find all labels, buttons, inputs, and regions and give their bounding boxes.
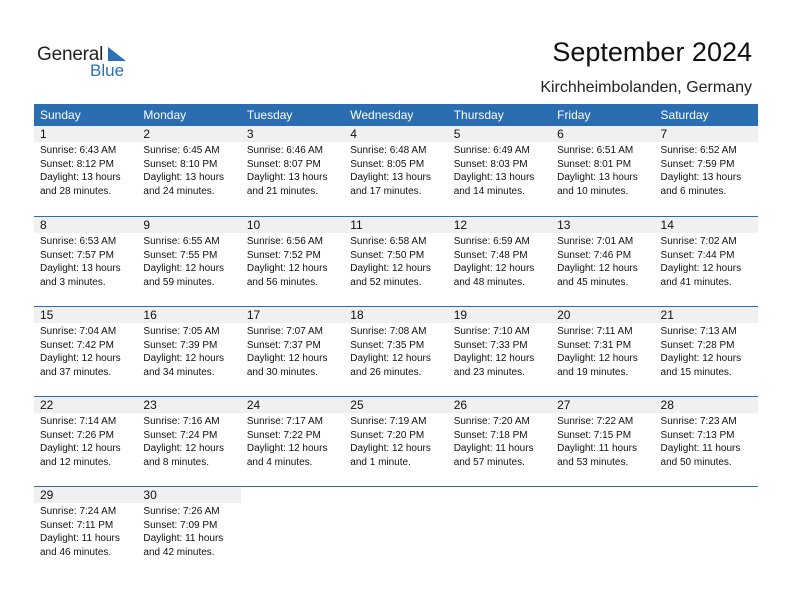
sunrise-text: Sunrise: 7:05 AM bbox=[143, 326, 220, 337]
sunset-text: Sunset: 7:13 PM bbox=[660, 429, 735, 441]
daylight-minutes-text: and 26 minutes. bbox=[350, 366, 422, 378]
daylight-minutes-text: and 15 minutes. bbox=[660, 366, 732, 378]
sunrise-text: Sunrise: 6:51 AM bbox=[557, 145, 634, 156]
daylight-minutes-text: and 3 minutes. bbox=[40, 276, 106, 288]
day-sun-info bbox=[655, 413, 758, 469]
day-cell bbox=[344, 126, 447, 216]
daylight-minutes-text: and 23 minutes. bbox=[453, 366, 525, 378]
day-sun-info bbox=[137, 142, 240, 198]
calendar-week bbox=[34, 306, 758, 396]
daylight-minutes-text: and 24 minutes. bbox=[143, 185, 215, 197]
calendar-week bbox=[34, 126, 758, 216]
sunrise-text: Sunrise: 6:56 AM bbox=[246, 236, 323, 247]
sunset-text: Sunset: 7:42 PM bbox=[40, 339, 114, 351]
sunset-text: Sunset: 8:12 PM bbox=[40, 158, 114, 170]
day-number: 5 bbox=[448, 126, 551, 142]
day-cell bbox=[448, 217, 551, 306]
day-sun-info bbox=[137, 323, 240, 379]
day-cell bbox=[34, 217, 137, 306]
day-number bbox=[655, 487, 758, 503]
daylight-hours-text: Daylight: 11 hours bbox=[143, 533, 224, 544]
day-sun-info bbox=[655, 233, 758, 289]
empty-day-cell bbox=[551, 487, 654, 576]
daylight-minutes-text: and 46 minutes. bbox=[40, 546, 112, 558]
day-number: 30 bbox=[137, 487, 240, 503]
sunset-text: Sunset: 7:48 PM bbox=[453, 249, 528, 261]
daylight-hours-text: Daylight: 12 hours bbox=[246, 353, 328, 364]
sunrise-text: Sunrise: 6:48 AM bbox=[350, 145, 427, 156]
day-cell bbox=[34, 397, 137, 486]
daylight-minutes-text: and 1 minute. bbox=[350, 456, 411, 468]
sunrise-text: Sunrise: 7:10 AM bbox=[453, 326, 530, 337]
daylight-hours-text: Daylight: 13 hours bbox=[143, 172, 225, 183]
sunset-text: Sunset: 7:28 PM bbox=[660, 339, 735, 351]
weekday-saturday: Saturday bbox=[660, 108, 709, 122]
day-sun-info bbox=[448, 142, 551, 198]
sunset-text: Sunset: 7:59 PM bbox=[660, 158, 735, 170]
daylight-hours-text: Daylight: 12 hours bbox=[557, 353, 638, 364]
sunrise-text: Sunrise: 7:16 AM bbox=[143, 416, 220, 427]
logo bbox=[37, 44, 137, 80]
sunrise-text: Sunrise: 7:07 AM bbox=[246, 326, 323, 337]
sunset-text: Sunset: 7:26 PM bbox=[40, 429, 114, 441]
empty-day-cell bbox=[448, 487, 551, 576]
sunset-text: Sunset: 7:57 PM bbox=[40, 249, 114, 261]
calendar-week bbox=[34, 396, 758, 486]
daylight-hours-text: Daylight: 13 hours bbox=[453, 172, 535, 183]
day-number bbox=[551, 487, 654, 503]
sunset-text: Sunset: 8:07 PM bbox=[246, 158, 321, 170]
sunrise-text: Sunrise: 6:52 AM bbox=[660, 145, 737, 156]
daylight-hours-text: Daylight: 12 hours bbox=[453, 353, 535, 364]
daylight-minutes-text: and 28 minutes. bbox=[40, 185, 112, 197]
daylight-hours-text: Daylight: 12 hours bbox=[143, 263, 225, 274]
sunrise-text: Sunrise: 7:22 AM bbox=[557, 416, 634, 427]
day-cell bbox=[344, 307, 447, 396]
day-sun-info bbox=[137, 413, 240, 469]
day-cell bbox=[448, 307, 551, 396]
day-cell bbox=[551, 397, 654, 486]
sunrise-text: Sunrise: 6:49 AM bbox=[453, 145, 530, 156]
weekday-sunday: Sunday bbox=[40, 108, 81, 122]
daylight-hours-text: Daylight: 11 hours bbox=[40, 533, 120, 544]
sunset-text: Sunset: 7:22 PM bbox=[246, 429, 321, 441]
day-sun-info bbox=[551, 413, 654, 469]
daylight-hours-text: Daylight: 13 hours bbox=[350, 172, 431, 183]
day-sun-info bbox=[344, 413, 447, 469]
day-number: 15 bbox=[34, 307, 137, 323]
daylight-minutes-text: and 50 minutes. bbox=[660, 456, 732, 468]
calendar-week bbox=[34, 216, 758, 306]
sunset-text: Sunset: 7:11 PM bbox=[40, 519, 114, 531]
sunset-text: Sunset: 8:01 PM bbox=[557, 158, 632, 170]
day-cell bbox=[137, 217, 240, 306]
sunset-text: Sunset: 7:50 PM bbox=[350, 249, 425, 261]
calendar-week bbox=[34, 486, 758, 576]
daylight-minutes-text: and 17 minutes. bbox=[350, 185, 422, 197]
weekday-friday: Friday bbox=[557, 108, 591, 122]
day-cell bbox=[137, 307, 240, 396]
sunset-text: Sunset: 7:46 PM bbox=[557, 249, 632, 261]
day-cell bbox=[241, 126, 344, 216]
location-subtitle: Kirchheimbolanden, Germany bbox=[540, 79, 752, 96]
daylight-hours-text: Daylight: 12 hours bbox=[246, 443, 328, 454]
sunset-text: Sunset: 7:15 PM bbox=[557, 429, 632, 441]
sunrise-text: Sunrise: 7:24 AM bbox=[40, 506, 117, 517]
weekday-header bbox=[34, 104, 758, 126]
daylight-minutes-text: and 30 minutes. bbox=[246, 366, 319, 378]
empty-day-cell bbox=[344, 487, 447, 576]
daylight-minutes-text: and 48 minutes. bbox=[453, 276, 525, 288]
daylight-minutes-text: and 4 minutes. bbox=[246, 456, 313, 468]
day-number: 25 bbox=[344, 397, 447, 413]
day-sun-info bbox=[344, 233, 447, 289]
daylight-minutes-text: and 52 minutes. bbox=[350, 276, 422, 288]
day-sun-info bbox=[344, 323, 447, 379]
day-cell bbox=[137, 487, 240, 576]
sunset-text: Sunset: 8:10 PM bbox=[143, 158, 218, 170]
day-number: 14 bbox=[655, 217, 758, 233]
daylight-hours-text: Daylight: 12 hours bbox=[143, 443, 225, 454]
day-cell bbox=[34, 126, 137, 216]
day-number bbox=[344, 487, 447, 503]
sunrise-text: Sunrise: 7:19 AM bbox=[350, 416, 427, 427]
daylight-hours-text: Daylight: 11 hours bbox=[557, 443, 637, 454]
sunset-text: Sunset: 8:03 PM bbox=[453, 158, 528, 170]
day-cell bbox=[344, 397, 447, 486]
day-cell bbox=[655, 126, 758, 216]
day-number bbox=[448, 487, 551, 503]
daylight-hours-text: Daylight: 12 hours bbox=[660, 263, 742, 274]
day-number bbox=[241, 487, 344, 503]
daylight-hours-text: Daylight: 13 hours bbox=[40, 172, 121, 183]
sunset-text: Sunset: 7:39 PM bbox=[143, 339, 218, 351]
day-number: 16 bbox=[137, 307, 240, 323]
sunrise-text: Sunrise: 7:04 AM bbox=[40, 326, 117, 337]
daylight-hours-text: Daylight: 12 hours bbox=[246, 263, 328, 274]
sunrise-text: Sunrise: 6:43 AM bbox=[40, 145, 117, 156]
sunrise-text: Sunrise: 6:58 AM bbox=[350, 236, 427, 247]
day-number: 9 bbox=[137, 217, 240, 233]
day-sun-info bbox=[344, 142, 447, 198]
sunset-text: Sunset: 8:05 PM bbox=[350, 158, 425, 170]
calendar bbox=[34, 104, 758, 576]
day-number: 7 bbox=[655, 126, 758, 142]
empty-day-cell bbox=[241, 487, 344, 576]
day-number: 6 bbox=[551, 126, 654, 142]
day-number: 4 bbox=[344, 126, 447, 142]
daylight-hours-text: Daylight: 13 hours bbox=[660, 172, 742, 183]
day-sun-info bbox=[448, 323, 551, 379]
sunrise-text: Sunrise: 7:08 AM bbox=[350, 326, 427, 337]
day-number: 28 bbox=[655, 397, 758, 413]
sunset-text: Sunset: 7:09 PM bbox=[143, 519, 218, 531]
day-cell bbox=[655, 307, 758, 396]
sunset-text: Sunset: 7:33 PM bbox=[453, 339, 528, 351]
sunset-text: Sunset: 7:31 PM bbox=[557, 339, 632, 351]
sunrise-text: Sunrise: 7:20 AM bbox=[453, 416, 530, 427]
day-sun-info bbox=[34, 233, 137, 289]
sunrise-text: Sunrise: 7:17 AM bbox=[246, 416, 323, 427]
day-number: 21 bbox=[655, 307, 758, 323]
day-number: 24 bbox=[241, 397, 344, 413]
day-cell bbox=[241, 217, 344, 306]
daylight-hours-text: Daylight: 12 hours bbox=[660, 353, 742, 364]
day-sun-info bbox=[241, 323, 344, 379]
daylight-hours-text: Daylight: 12 hours bbox=[557, 263, 638, 274]
day-cell bbox=[344, 217, 447, 306]
daylight-minutes-text: and 6 minutes. bbox=[660, 185, 727, 197]
sunrise-text: Sunrise: 7:14 AM bbox=[40, 416, 117, 427]
day-sun-info bbox=[655, 142, 758, 198]
day-cell bbox=[655, 217, 758, 306]
day-cell bbox=[448, 397, 551, 486]
day-sun-info bbox=[448, 413, 551, 469]
logo-word-general: General bbox=[37, 44, 104, 65]
sunset-text: Sunset: 7:20 PM bbox=[350, 429, 425, 441]
day-number: 3 bbox=[241, 126, 344, 142]
weekday-monday: Monday bbox=[143, 108, 187, 122]
sunrise-text: Sunrise: 7:02 AM bbox=[660, 236, 737, 247]
day-number: 26 bbox=[448, 397, 551, 413]
day-number: 2 bbox=[137, 126, 240, 142]
daylight-minutes-text: and 12 minutes. bbox=[40, 456, 112, 468]
day-number: 1 bbox=[34, 126, 137, 142]
day-number: 13 bbox=[551, 217, 654, 233]
day-sun-info bbox=[34, 323, 137, 379]
day-number: 8 bbox=[34, 217, 137, 233]
day-sun-info bbox=[241, 233, 344, 289]
day-sun-info bbox=[448, 233, 551, 289]
sunrise-text: Sunrise: 6:55 AM bbox=[143, 236, 220, 247]
daylight-hours-text: Daylight: 11 hours bbox=[660, 443, 741, 454]
day-number: 10 bbox=[241, 217, 344, 233]
day-number: 17 bbox=[241, 307, 344, 323]
daylight-hours-text: Daylight: 12 hours bbox=[143, 353, 225, 364]
daylight-minutes-text: and 10 minutes. bbox=[557, 185, 629, 197]
daylight-minutes-text: and 53 minutes. bbox=[557, 456, 629, 468]
day-sun-info bbox=[551, 323, 654, 379]
daylight-minutes-text: and 45 minutes. bbox=[557, 276, 629, 288]
day-cell bbox=[241, 307, 344, 396]
calendar-weeks bbox=[34, 126, 758, 576]
day-sun-info bbox=[34, 142, 137, 198]
day-number: 12 bbox=[448, 217, 551, 233]
day-sun-info bbox=[551, 142, 654, 198]
weekday-wednesday: Wednesday bbox=[350, 108, 414, 122]
day-cell bbox=[551, 307, 654, 396]
sunrise-text: Sunrise: 6:45 AM bbox=[143, 145, 220, 156]
daylight-minutes-text: and 34 minutes. bbox=[143, 366, 215, 378]
daylight-minutes-text: and 41 minutes. bbox=[660, 276, 732, 288]
day-cell bbox=[655, 397, 758, 486]
sunrise-text: Sunrise: 6:46 AM bbox=[246, 145, 323, 156]
day-cell bbox=[34, 307, 137, 396]
logo-word-blue: Blue bbox=[90, 61, 125, 80]
daylight-minutes-text: and 21 minutes. bbox=[246, 185, 319, 197]
daylight-minutes-text: and 37 minutes. bbox=[40, 366, 112, 378]
day-sun-info bbox=[655, 323, 758, 379]
daylight-minutes-text: and 8 minutes. bbox=[143, 456, 210, 468]
day-sun-info bbox=[551, 233, 654, 289]
day-number: 18 bbox=[344, 307, 447, 323]
day-sun-info bbox=[241, 413, 344, 469]
weekday-tuesday: Tuesday bbox=[246, 108, 293, 122]
daylight-minutes-text: and 42 minutes. bbox=[143, 546, 215, 558]
day-number: 23 bbox=[137, 397, 240, 413]
day-number: 22 bbox=[34, 397, 137, 413]
sunset-text: Sunset: 7:35 PM bbox=[350, 339, 425, 351]
day-cell bbox=[241, 397, 344, 486]
day-sun-info bbox=[34, 503, 137, 559]
sunrise-text: Sunrise: 6:59 AM bbox=[453, 236, 530, 247]
day-cell bbox=[34, 487, 137, 576]
daylight-hours-text: Daylight: 12 hours bbox=[350, 263, 431, 274]
daylight-minutes-text: and 14 minutes. bbox=[453, 185, 525, 197]
weekday-thursday: Thursday bbox=[453, 108, 504, 122]
daylight-hours-text: Daylight: 12 hours bbox=[453, 263, 535, 274]
sunset-text: Sunset: 7:44 PM bbox=[660, 249, 735, 261]
sunrise-text: Sunrise: 7:13 AM bbox=[660, 326, 737, 337]
sunrise-text: Sunrise: 7:11 AM bbox=[557, 326, 633, 337]
sunrise-text: Sunrise: 6:53 AM bbox=[40, 236, 117, 247]
day-number: 20 bbox=[551, 307, 654, 323]
day-sun-info bbox=[137, 503, 240, 559]
daylight-hours-text: Daylight: 13 hours bbox=[40, 263, 121, 274]
day-sun-info bbox=[137, 233, 240, 289]
daylight-hours-text: Daylight: 13 hours bbox=[557, 172, 638, 183]
daylight-hours-text: Daylight: 12 hours bbox=[40, 353, 121, 364]
daylight-minutes-text: and 59 minutes. bbox=[143, 276, 215, 288]
daylight-hours-text: Daylight: 11 hours bbox=[453, 443, 534, 454]
day-sun-info bbox=[34, 413, 137, 469]
day-number: 11 bbox=[344, 217, 447, 233]
day-number: 19 bbox=[448, 307, 551, 323]
page-title: September 2024 bbox=[552, 37, 752, 67]
sunset-text: Sunset: 7:18 PM bbox=[453, 429, 528, 441]
sunset-text: Sunset: 7:24 PM bbox=[143, 429, 218, 441]
sunset-text: Sunset: 7:37 PM bbox=[246, 339, 321, 351]
daylight-hours-text: Daylight: 13 hours bbox=[246, 172, 328, 183]
daylight-minutes-text: and 56 minutes. bbox=[246, 276, 319, 288]
day-sun-info bbox=[241, 142, 344, 198]
day-number: 27 bbox=[551, 397, 654, 413]
day-number: 29 bbox=[34, 487, 137, 503]
sunset-text: Sunset: 7:52 PM bbox=[246, 249, 321, 261]
day-cell bbox=[551, 217, 654, 306]
day-cell bbox=[137, 126, 240, 216]
daylight-minutes-text: and 57 minutes. bbox=[453, 456, 525, 468]
day-cell bbox=[448, 126, 551, 216]
daylight-hours-text: Daylight: 12 hours bbox=[350, 353, 431, 364]
day-cell bbox=[137, 397, 240, 486]
daylight-hours-text: Daylight: 12 hours bbox=[350, 443, 431, 454]
sunrise-text: Sunrise: 7:23 AM bbox=[660, 416, 737, 427]
sunrise-text: Sunrise: 7:26 AM bbox=[143, 506, 220, 517]
empty-day-cell bbox=[655, 487, 758, 576]
daylight-hours-text: Daylight: 12 hours bbox=[40, 443, 121, 454]
sunrise-text: Sunrise: 7:01 AM bbox=[557, 236, 634, 247]
day-cell bbox=[551, 126, 654, 216]
sunset-text: Sunset: 7:55 PM bbox=[143, 249, 218, 261]
daylight-minutes-text: and 19 minutes. bbox=[557, 366, 629, 378]
